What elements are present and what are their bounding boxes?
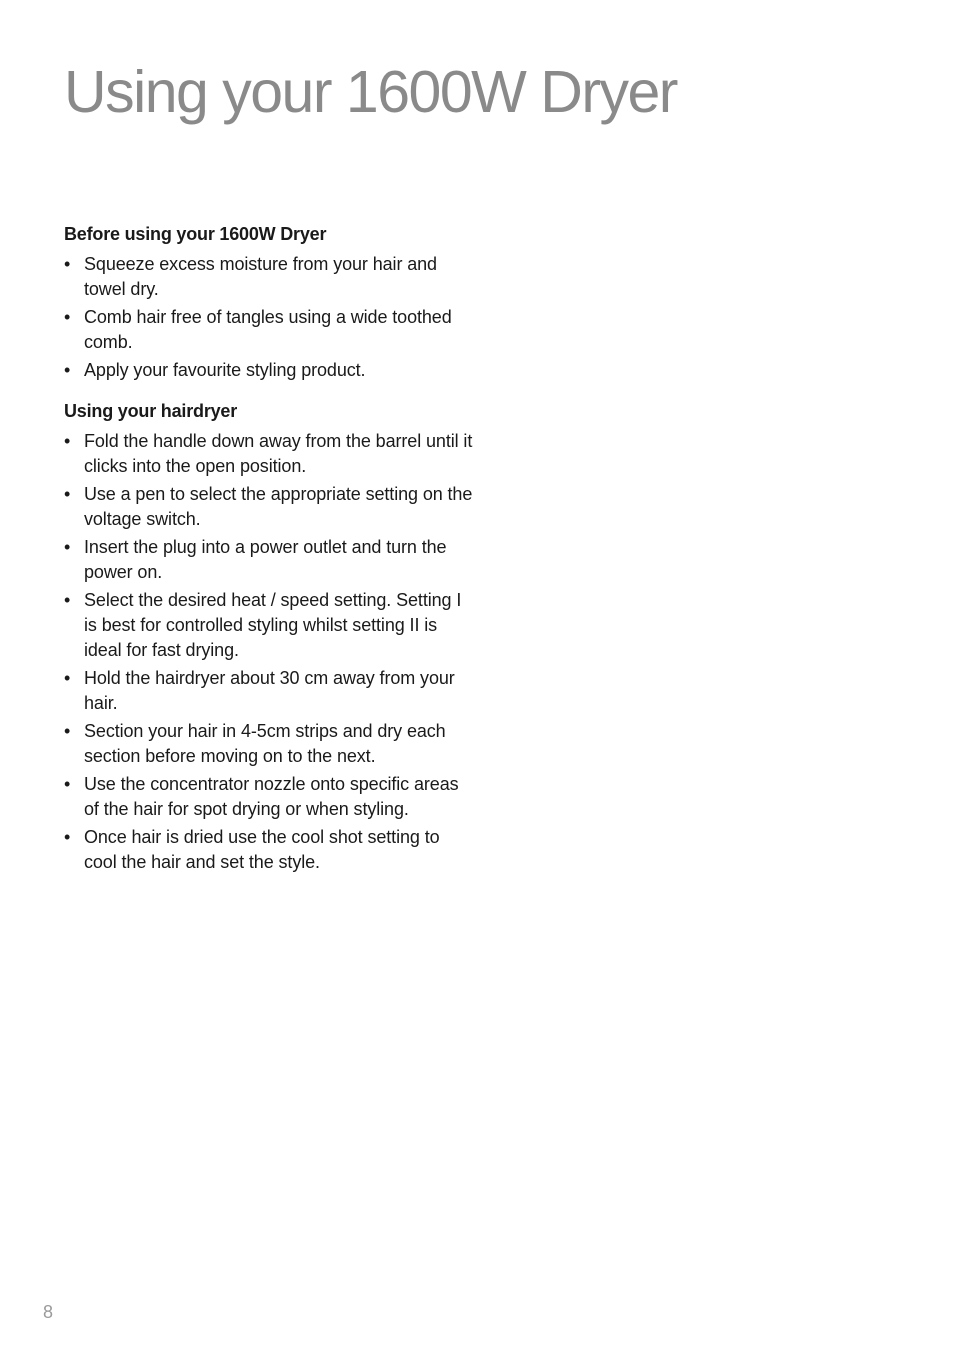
- list-item: [64, 825, 474, 875]
- before-use-list: [64, 252, 474, 383]
- bullet-icon: •: [64, 590, 71, 610]
- bullet-icon: •: [64, 431, 71, 451]
- list-item-text: Once hair is dried use the cool shot setting to cool the hair and set the style.: [84, 827, 440, 872]
- bullet-icon: •: [64, 668, 71, 688]
- bullet-icon: •: [64, 537, 71, 557]
- list-item: [64, 772, 474, 822]
- bullet-icon: •: [64, 360, 71, 380]
- list-item: [64, 535, 474, 585]
- list-item: [64, 305, 474, 355]
- list-item: [64, 482, 474, 532]
- page-title: Using your 1600W Dryer: [64, 59, 677, 125]
- list-item-text: Use the concentrator nozzle onto specific areas of the hair for spot drying or when styling.: [84, 774, 459, 819]
- list-item-text: Insert the plug into a power outlet and turn the power on.: [84, 537, 447, 582]
- content-column: [64, 220, 474, 878]
- using-hairdryer-list: [64, 429, 474, 875]
- list-item-text: Section your hair in 4-5cm strips and dry each section before moving on to the next.: [84, 721, 446, 766]
- section-heading-before-use: Before using your 1600W Dryer: [64, 224, 327, 244]
- list-item: [64, 719, 474, 769]
- list-item-text: Hold the hairdryer about 30 cm away from your hair.: [84, 668, 455, 713]
- list-item-text: Select the desired heat / speed setting. Setting I is best for controlled styling whilst setting II is ideal for fast drying.: [84, 590, 462, 660]
- list-item-text: Use a pen to select the appropriate setting on the voltage switch.: [84, 484, 473, 529]
- list-item-text: Comb hair free of tangles using a wide toothed comb.: [84, 307, 452, 352]
- bullet-icon: •: [64, 307, 71, 327]
- bullet-icon: •: [64, 774, 71, 794]
- list-item: [64, 588, 474, 663]
- page-number: 8: [43, 1302, 54, 1322]
- bullet-icon: •: [64, 827, 71, 847]
- list-item-text: Squeeze excess moisture from your hair and towel dry.: [84, 254, 437, 299]
- bullet-icon: •: [64, 254, 71, 274]
- list-item: [64, 358, 474, 383]
- section-heading-using-hairdryer: Using your hairdryer: [64, 401, 238, 421]
- list-item-text: Apply your favourite styling product.: [84, 360, 366, 380]
- bullet-icon: •: [64, 721, 71, 741]
- list-item: [64, 666, 474, 716]
- list-item-text: Fold the handle down away from the barrel until it clicks into the open position.: [84, 431, 473, 476]
- bullet-icon: •: [64, 484, 71, 504]
- list-item: [64, 252, 474, 302]
- list-item: [64, 429, 474, 479]
